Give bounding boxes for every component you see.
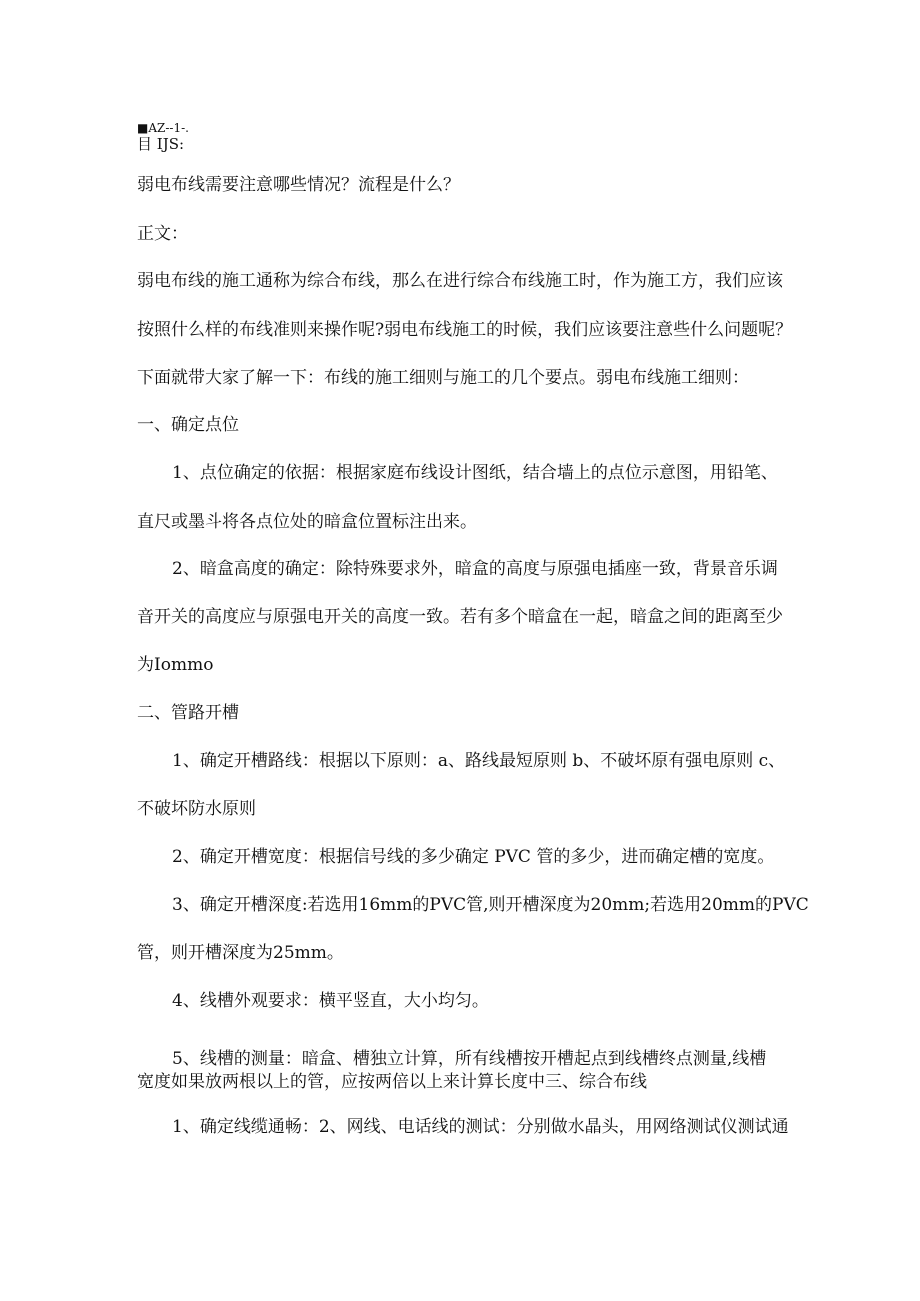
section1-item2-line3: 为Iommo bbox=[137, 655, 214, 675]
section2-item1-line1: 1、确定开槽路线：根据以下原则：a、路线最短原则 b、不破坏原有强电原则 c、 bbox=[172, 751, 786, 771]
section2-item3-line1: 3、确定开槽深度:若选用16mm的PVC管,则开槽深度为20mm;若选用20mm的PVC bbox=[172, 895, 809, 915]
section1-heading: 一、确定点位 bbox=[137, 415, 239, 435]
section2-item2: 2、确定开槽宽度：根据信号线的多少确定 PVC 管的多少，进而确定槽的宽度。 bbox=[172, 847, 775, 867]
intro-line-1: 弱电布线的施工通称为综合布线，那么在进行综合布线施工时，作为施工方，我们应该 bbox=[137, 271, 783, 291]
section2-item4: 4、线槽外观要求：横平竖直，大小均匀。 bbox=[172, 991, 489, 1011]
section2-item5-line1: 5、线槽的测量：暗盒、槽独立计算，所有线槽按开槽起点到线槽终点测量,线槽 bbox=[172, 1049, 767, 1069]
intro-line-3: 下面就带大家了解一下：布线的施工细则与施工的几个要点。弱电布线施工细则： bbox=[137, 368, 749, 388]
section1-item1-line1: 1、点位确定的依据：根据家庭布线设计图纸，结合墙上的点位示意图，用铅笔、 bbox=[172, 463, 778, 483]
section1-item2-line2: 音开关的高度应与原强电开关的高度一致。若有多个暗盒在一起，暗盒之间的距离至少 bbox=[137, 607, 783, 627]
document-title: 弱电布线需要注意哪些情况？流程是什么？ bbox=[137, 175, 460, 195]
section1-item1-line2: 直尺或墨斗将各点位处的暗盒位置标注出来。 bbox=[137, 512, 477, 532]
section3-item1: 1、确定线缆通畅：2、网线、电话线的测试：分别做水晶头，用网络测试仪测试通 bbox=[172, 1117, 789, 1137]
header-mark: ■AZ--1-. bbox=[137, 121, 189, 135]
section2-item5-line2: 宽度如果放两根以上的管，应按两倍以上来计算长度中三、综合布线 bbox=[137, 1072, 647, 1092]
section2-item1-line2: 不破坏防水原则 bbox=[137, 799, 256, 819]
section2-item3-line2: 管，则开槽深度为25mm。 bbox=[137, 943, 344, 963]
section2-heading: 二、管路开槽 bbox=[137, 703, 239, 723]
section1-item2-line1: 2、暗盒高度的确定：除特殊要求外，暗盒的高度与原强电插座一致，背景音乐调 bbox=[172, 559, 778, 579]
header-label: 目 IJS: bbox=[137, 135, 185, 153]
body-label: 正文： bbox=[137, 224, 188, 244]
intro-line-2: 按照什么样的布线准则来操作呢?弱电布线施工的时候，我们应该要注意些什么问题呢？ bbox=[137, 320, 793, 340]
